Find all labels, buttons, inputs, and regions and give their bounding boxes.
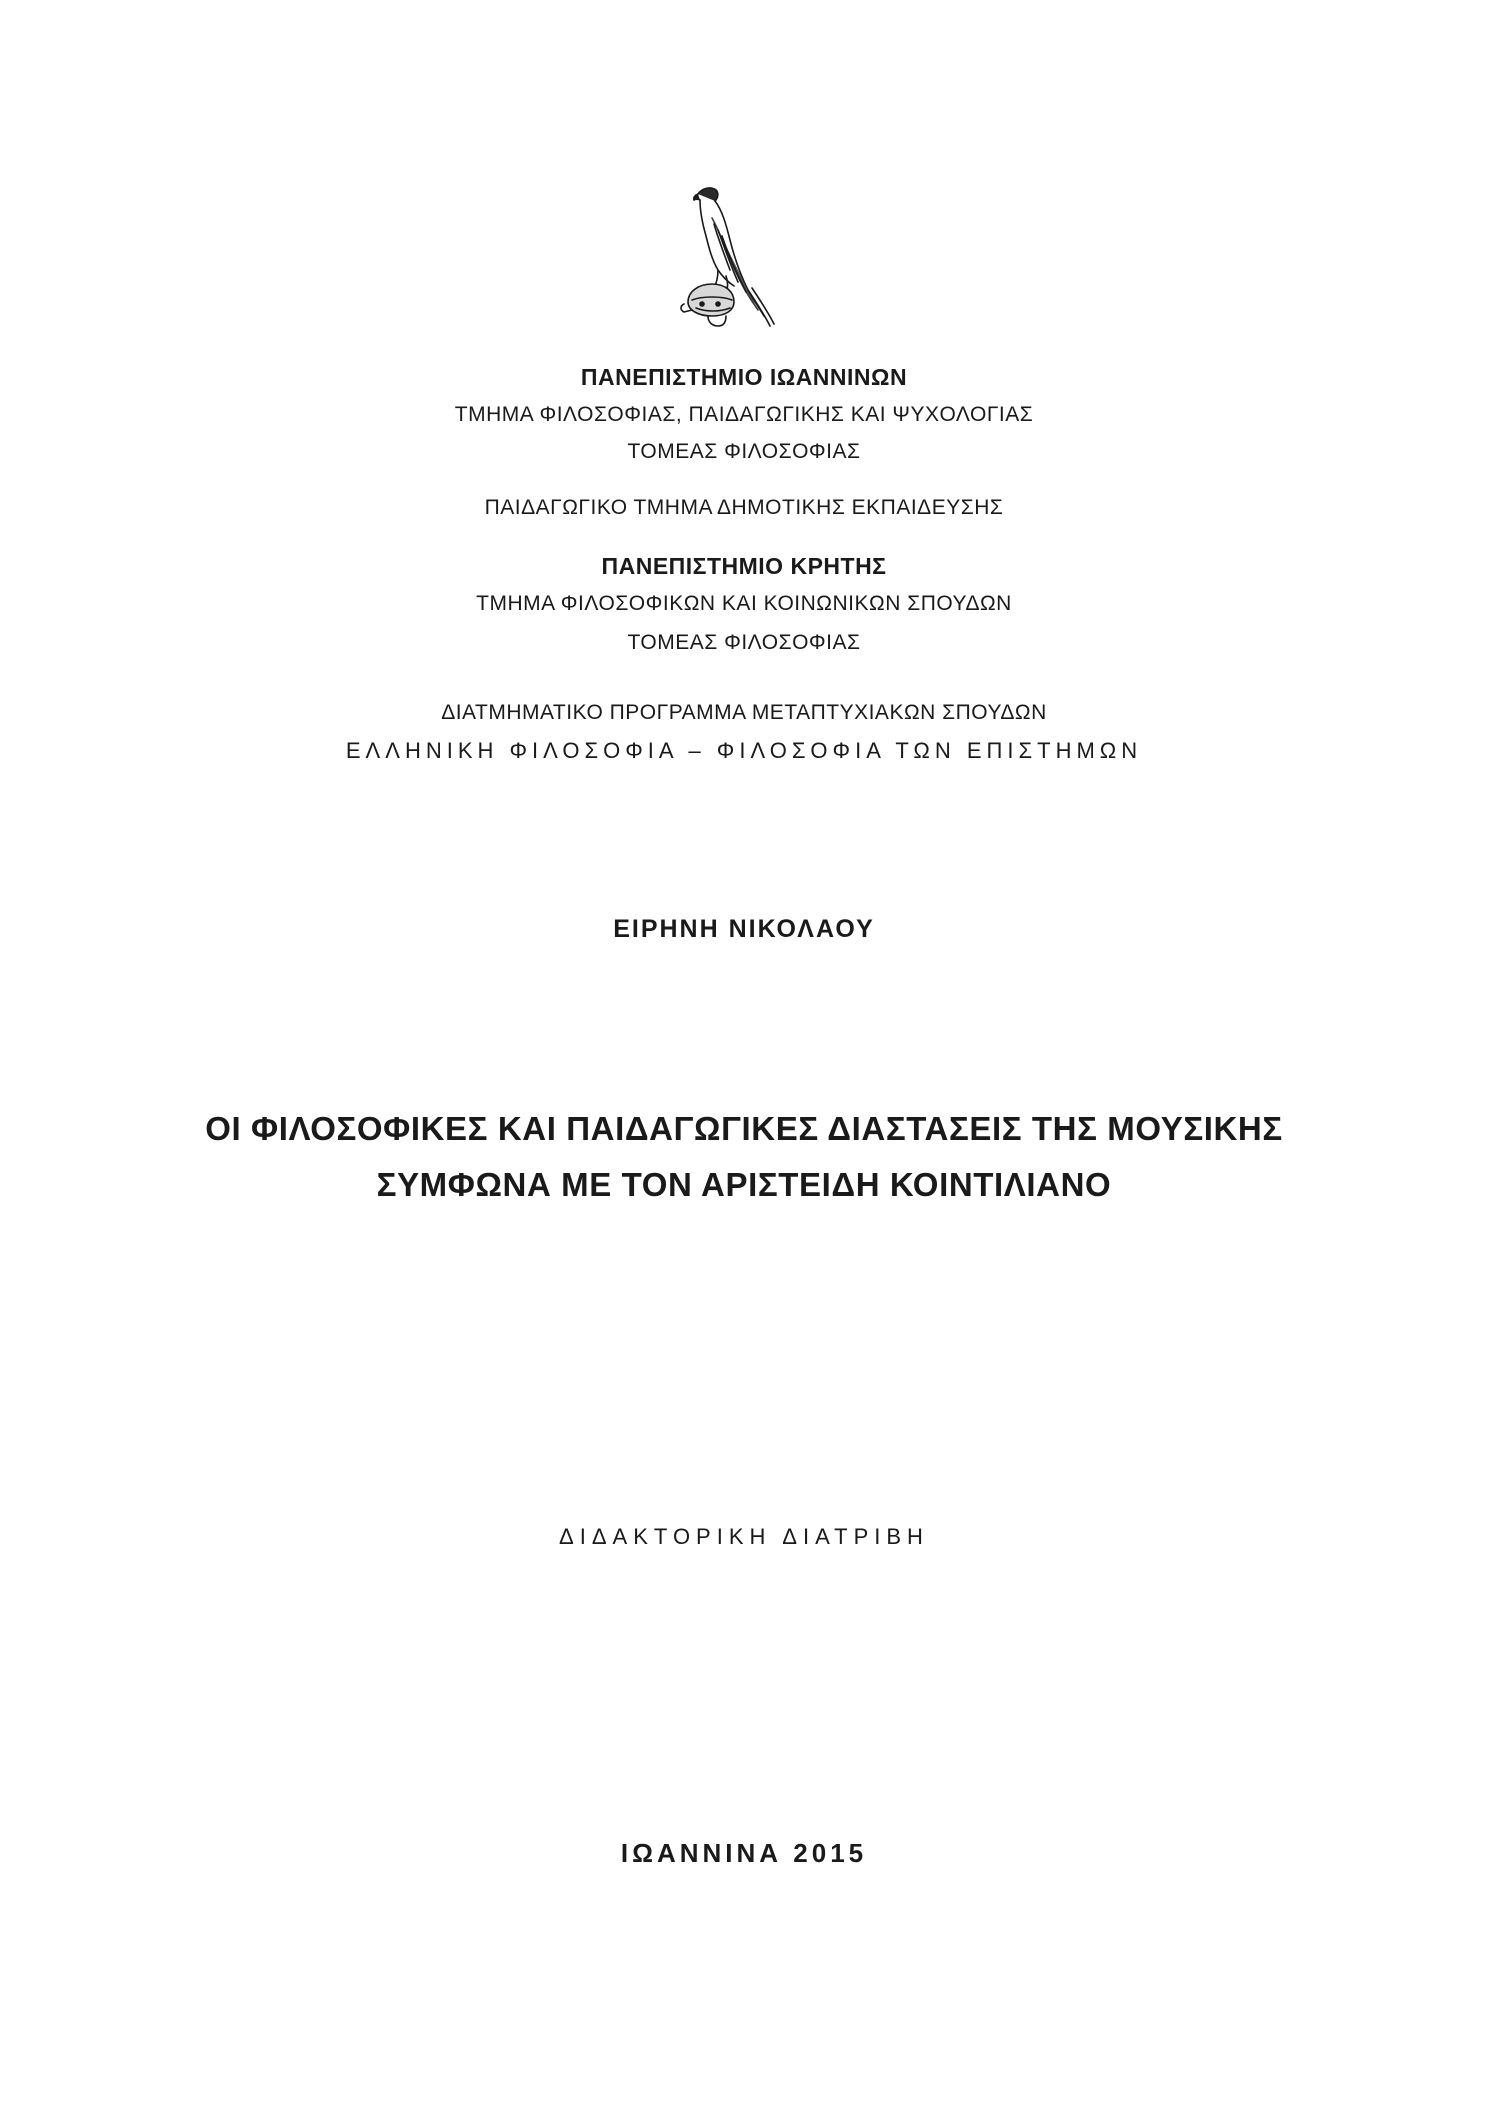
university-crete: ΠΑΝΕΠΙΣΤΗΜΙΟ ΚΡΗΤΗΣ (601, 553, 887, 579)
document-type: ΔΙΔΑΚΤΟΡΙΚΗ ΔΙΑΤΡΙΒΗ (559, 1524, 929, 1549)
department-philosophy-pedagogy-psychology: ΤΜΗΜΑ ΦΙΛΟΣΟΦΙΑΣ, ΠΑΙΔΑΓΩΓΙΚΗΣ ΚΑΙ ΨΥΧΟΛΟΓΙΑΣ (454, 403, 1034, 426)
thesis-title-line-1: ΟΙ ΦΙΛΟΣΟΦΙΚΕΣ ΚΑΙ ΠΑΙΔΑΓΩΓΙΚΕΣ ΔΙΑΣΤΑΣΕΙΣ ΤΗΣ ΜΟΥΣΙΚΗΣ (205, 1110, 1283, 1147)
postgraduate-program: ΔΙΑΤΜΗΜΑΤΙΚΟ ΠΡΟΓΡΑΜΜΑ ΜΕΤΑΠΤΥΧΙΑΚΩΝ ΣΠΟΥΔΩΝ (441, 701, 1047, 724)
sector-philosophy-1: ΤΟΜΕΑΣ ΦΙΛΟΣΟΦΙΑΣ (627, 440, 861, 463)
place-year: ΙΩΑΝΝΙΝΑ 2015 (620, 1838, 868, 1868)
program-name: ΕΛΛΗΝΙΚΗ ΦΙΛΟΣΟΦΙΑ – ΦΙΛΟΣΟΦΙΑ ΤΩΝ ΕΠΙΣΤΗΜΩΝ (345, 738, 1143, 763)
author-name: ΕΙΡΗΝΗ ΝΙΚΟΛΑΟΥ (613, 915, 875, 943)
sector-philosophy-2: ΤΟΜΕΑΣ ΦΙΛΟΣΟΦΙΑΣ (627, 631, 861, 654)
falcon-emblem-icon (678, 184, 778, 330)
thesis-title-line-2: ΣΥΜΦΩΝΑ ΜΕ ΤΟΝ ΑΡΙΣΤΕΙΔΗ ΚΟΙΝΤΙΛΙΑΝΟ (376, 1166, 1112, 1203)
university-ioannina: ΠΑΝΕΠΙΣΤΗΜΙΟ ΙΩΑΝΝΙΝΩΝ (580, 364, 908, 390)
department-primary-education: ΠΑΙΔΑΓΩΓΙΚΟ ΤΜΗΜΑ ΔΗΜΟΤΙΚΗΣ ΕΚΠΑΙΔΕΥΣΗΣ (484, 496, 1004, 519)
department-philosophical-social-studies: ΤΜΗΜΑ ΦΙΛΟΣΟΦΙΚΩΝ ΚΑΙ ΚΟΙΝΩΝΙΚΩΝ ΣΠΟΥΔΩΝ (476, 592, 1012, 615)
